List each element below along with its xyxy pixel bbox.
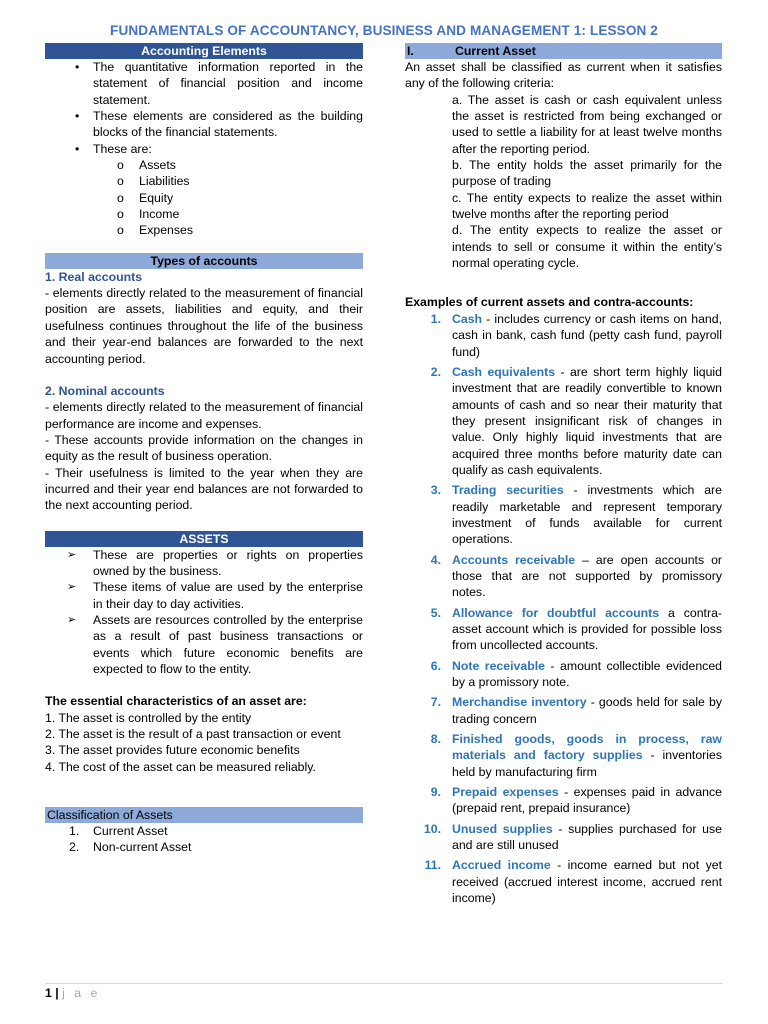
circle-bullet-icon: o	[117, 158, 124, 173]
list-item: 10. Unused supplies - supplies purchased for use and are still unused	[423, 821, 722, 853]
page-footer	[45, 986, 100, 1000]
classification-list	[45, 823, 363, 856]
arrow-bullet-icon: ➢	[67, 548, 77, 561]
nominal-accounts-title: 2. Nominal accounts	[45, 383, 165, 398]
heading-label: Current Asset	[455, 44, 536, 58]
sub-list-item: o Income	[117, 207, 180, 222]
types-of-accounts-heading: Types of accounts	[45, 253, 363, 269]
list-item: 9. Prepaid expenses - expenses paid in advance (prepaid rent, prepaid insurance)	[430, 785, 722, 816]
list-item: 4. Accounts receivable – are open accounts or those that are not supported by promissory notes.	[430, 552, 722, 600]
term: Allowance for doubtful accounts	[452, 605, 660, 620]
spacer	[45, 514, 363, 531]
right-column	[405, 43, 722, 911]
arrow-bullet-icon: ➢	[67, 613, 77, 626]
bullet-icon: •	[75, 60, 80, 74]
list-item: ➢ Assets are resources controlled by the enterprise as a result of past business transactions or events which future economic benefits are expected to flow to the entity.	[45, 612, 363, 677]
list-item: 1. Current Asset	[69, 824, 168, 839]
circle-bullet-icon: o	[117, 174, 124, 189]
sub-list-item: o Liabilities	[117, 174, 190, 189]
term: Cash	[452, 311, 483, 326]
criteria-item: a. The asset is cash or cash equivalent unless the asset is restricted from being exchanged or used to settle a liability for at least twelve months after the reporting period.	[452, 92, 722, 156]
bullet-icon: •	[75, 141, 80, 156]
list-item: 2. Cash equivalents - are short term highly liquid investment that are readily convertible to known amounts of cash and so near their maturity that they present insignificant risk of changes in value. Only highly liquid investments that are acquired three months before maturity date can qualify as cash equivalents.	[430, 364, 722, 477]
spacer	[45, 677, 363, 693]
list-item: • These are:	[45, 141, 363, 157]
circle-bullet-icon: o	[117, 223, 124, 238]
term: Unused supplies	[452, 821, 553, 836]
criteria-item: c. The entity expects to realize the asset within twelve months after the reporting period	[452, 190, 722, 222]
current-asset-heading	[405, 43, 722, 59]
examples-title: Examples of current assets and contra-accounts:	[405, 295, 694, 310]
bullet-icon: •	[75, 109, 80, 124]
spacer	[405, 271, 722, 294]
sub-list-item: o Expenses	[117, 223, 194, 238]
nominal-accounts-desc-1: - elements directly related to the measurement of financial performance are income and expenses.	[45, 400, 363, 431]
list-item: 5. Allowance for doubtful accounts a contra-asset account which is provided for possible loss from uncollected accounts.	[430, 605, 722, 653]
nominal-accounts-desc-2: - These accounts provide information on the changes in equity as the result of business operation.	[45, 432, 363, 464]
spacer	[45, 775, 363, 807]
term: Finished goods, goods in process, raw materials and factory supplies	[452, 732, 722, 763]
heading-number: I.	[407, 44, 414, 58]
footer-divider	[45, 983, 723, 984]
list-item: ➢ These items of value are used by the enterprise in their day to day activities.	[45, 579, 363, 612]
list-item: ➢ These are properties or rights on properties owned by the business.	[45, 547, 363, 580]
nominal-accounts-desc-3: - Their usefulness is limited to the year when they are incurred and their year end balances are not forwarded to the next accounting period.	[45, 465, 363, 513]
real-accounts-title: 1. Real accounts	[45, 269, 143, 284]
footer-initials: j a e	[62, 986, 101, 1000]
term: Note receivable	[452, 658, 545, 673]
accounting-elements-heading: Accounting Elements	[45, 43, 363, 59]
list-item: 1. Cash - includes currency or cash items on hand, cash in bank, cash fund (petty cash fund, payroll fund)	[430, 311, 722, 359]
page-number: 1	[45, 986, 52, 1000]
term: Accrued income	[452, 858, 551, 873]
term: Trading securities	[452, 483, 564, 498]
assets-heading: ASSETS	[45, 531, 363, 547]
asset-characteristic: 3. The asset provides future economic benefits	[45, 743, 300, 758]
list-item: 3. Trading securities - investments which are readily marketable and represent temporary investment of funds available for current operations.	[430, 483, 722, 547]
document-title: FUNDAMENTALS OF ACCOUNTANCY, BUSINESS AND MANAGEMENT 1: LESSON 2	[110, 23, 658, 38]
left-column	[45, 43, 363, 856]
circle-bullet-icon: o	[117, 190, 124, 205]
classification-heading: Classification of Assets	[45, 807, 363, 823]
footer-separator: |	[55, 986, 59, 1000]
circle-bullet-icon: o	[117, 207, 124, 222]
list-item: 6. Note receivable - amount collectible evidenced by a promissory note.	[430, 658, 723, 690]
list-item: 11. Accrued income - income earned but not yet received (accrued interest income, accrued rent income)	[424, 858, 722, 906]
spacer	[45, 367, 363, 383]
arrow-bullet-icon: ➢	[67, 581, 77, 594]
current-asset-intro: An asset shall be classified as current when it satisfies any of the following criteria:	[405, 60, 722, 91]
asset-characteristic: 4. The cost of the asset can be measured reliably.	[45, 759, 316, 774]
examples-list	[405, 311, 722, 907]
term: Accounts receivable	[452, 552, 576, 567]
list-item: • The quantitative information reported in the statement of financial position and income statement.	[45, 59, 363, 108]
list-item: 2. Non-current Asset	[69, 840, 192, 855]
term: Cash equivalents	[452, 364, 556, 379]
list-item: 8. Finished goods, goods in process, raw materials and factory supplies - inventories held by manufacturing firm	[430, 732, 722, 779]
term: Prepaid expenses	[452, 785, 559, 800]
asset-characteristics-title: The essential characteristics of an asset are:	[45, 694, 307, 709]
criteria-item: b. The entity holds the asset primarily for the purpose of trading	[452, 158, 722, 189]
assets-list	[45, 547, 363, 678]
real-accounts-desc: - elements directly related to the measurement of financial position are assets, liabilities and equity, and their usefulness continues throughout the life of the business and their year-end balances are forwarded to the next accounting period.	[45, 286, 363, 366]
asset-characteristic: 2. The asset is the result of a past transaction or event	[45, 727, 341, 742]
sub-list-item: o Equity	[117, 190, 174, 205]
spacer	[45, 239, 363, 253]
accounting-elements-list	[45, 59, 363, 239]
sub-list-item: o Assets	[117, 158, 176, 173]
list-item: 7. Merchandise inventory - goods held for sale by trading concern	[430, 695, 722, 726]
criteria-item: d. The entity expects to realize the asset or intends to sell or consume it within the entity’s normal operating cycle.	[452, 223, 722, 271]
asset-characteristic: 1. The asset is controlled by the entity	[45, 710, 252, 725]
list-item: • These elements are considered as the building blocks of the financial statements.	[45, 108, 363, 141]
term: Merchandise inventory	[452, 695, 587, 710]
